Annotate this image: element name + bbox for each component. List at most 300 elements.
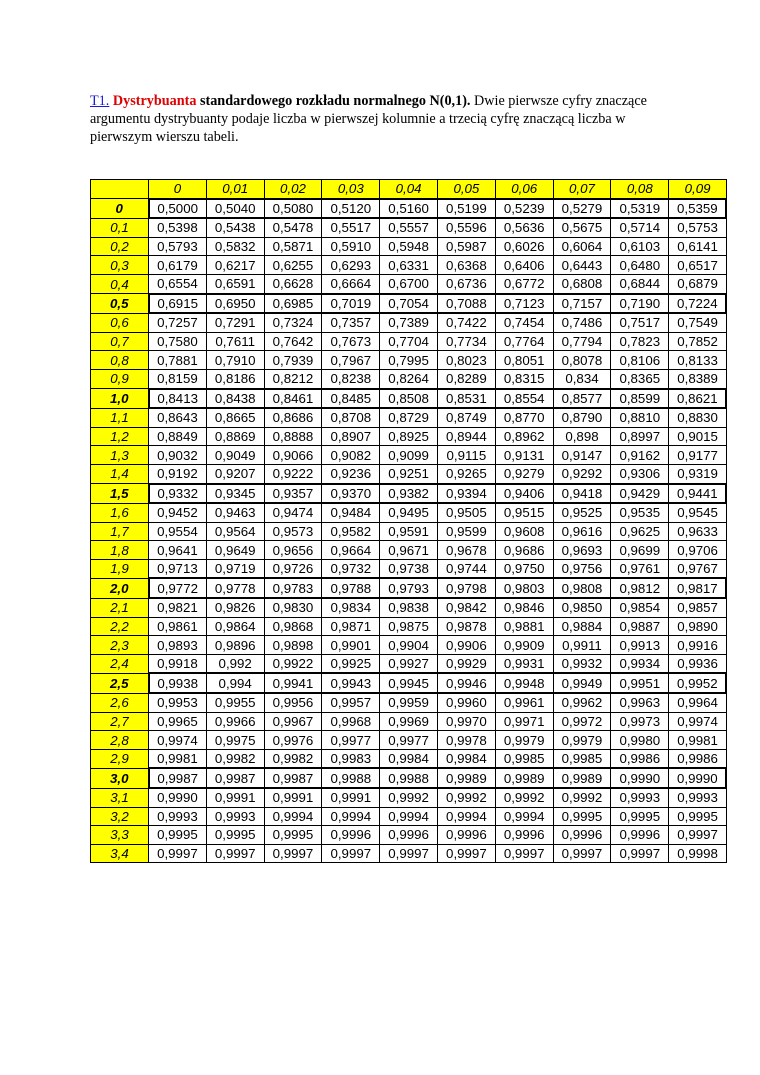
table-cell: 0,9949 (553, 673, 611, 693)
table-cell: 0,8264 (380, 369, 438, 388)
row-header: 3,1 (91, 788, 149, 807)
table-row (91, 351, 727, 370)
table-cell: 0,5948 (380, 237, 438, 256)
table-cell: 0,898 (553, 427, 611, 446)
table-cell: 0,7019 (322, 294, 380, 314)
table-cell: 0,9474 (264, 503, 322, 522)
table-cell: 0,9279 (495, 464, 553, 483)
table-cell: 0,9945 (380, 673, 438, 693)
table-row (91, 237, 727, 256)
col-header: 0,09 (669, 180, 727, 199)
table-cell: 0,9713 (149, 559, 207, 578)
table-cell: 0,9909 (495, 636, 553, 655)
table-cell: 0,6950 (206, 294, 264, 314)
table-cell: 0,5080 (264, 199, 322, 219)
table-cell: 0,992 (206, 654, 264, 673)
table-cell: 0,7642 (264, 332, 322, 351)
table-cell: 0,9699 (611, 541, 669, 560)
table-cell: 0,9625 (611, 522, 669, 541)
table-cell: 0,7995 (380, 351, 438, 370)
table-cell: 0,8438 (206, 389, 264, 409)
table-cell: 0,9993 (206, 807, 264, 826)
table-cell: 0,7881 (149, 351, 207, 370)
row-header: 0,6 (91, 313, 149, 332)
table-cell: 0,9177 (669, 446, 727, 465)
table-cell: 0,5000 (149, 199, 207, 219)
table-cell: 0,9251 (380, 464, 438, 483)
table-row (91, 408, 727, 427)
table-cell: 0,6985 (264, 294, 322, 314)
table-row (91, 522, 727, 541)
table-cell: 0,6064 (553, 237, 611, 256)
col-header: 0,04 (380, 180, 438, 199)
table-cell: 0,9996 (611, 826, 669, 845)
table-cell: 0,5438 (206, 218, 264, 237)
table-cell: 0,9988 (322, 768, 380, 788)
table-cell: 0,9959 (380, 693, 438, 712)
row-header: 2,3 (91, 636, 149, 655)
table-cell: 0,9370 (322, 484, 380, 504)
table-cell: 0,9936 (669, 654, 727, 673)
table-cell: 0,9693 (553, 541, 611, 560)
table-cell: 0,6844 (611, 274, 669, 293)
row-header: 1,9 (91, 559, 149, 578)
table-cell: 0,9997 (611, 844, 669, 863)
table-cell: 0,7580 (149, 332, 207, 351)
col-header: 0 (149, 180, 207, 199)
table-cell: 0,9463 (206, 503, 264, 522)
table-cell: 0,9962 (553, 693, 611, 712)
table-cell: 0,5557 (380, 218, 438, 237)
table-cell: 0,8849 (149, 427, 207, 446)
table-cell: 0,5636 (495, 218, 553, 237)
table-row (91, 541, 727, 560)
row-header: 0,2 (91, 237, 149, 256)
table-cell: 0,6591 (206, 274, 264, 293)
table-cell: 0,9394 (437, 484, 495, 504)
table-cell: 0,9925 (322, 654, 380, 673)
table-cell: 0,9207 (206, 464, 264, 483)
table-cell: 0,9890 (669, 617, 727, 636)
table-cell: 0,9099 (380, 446, 438, 465)
table-cell: 0,9881 (495, 617, 553, 636)
table-cell: 0,9991 (206, 788, 264, 807)
table-cell: 0,6179 (149, 256, 207, 275)
table-cell: 0,9591 (380, 522, 438, 541)
table-cell: 0,5517 (322, 218, 380, 237)
table-cell: 0,7291 (206, 313, 264, 332)
table-cell: 0,9887 (611, 617, 669, 636)
table-cell: 0,9957 (322, 693, 380, 712)
table-cell: 0,7190 (611, 294, 669, 314)
table-cell: 0,9854 (611, 598, 669, 617)
table-row (91, 427, 727, 446)
table-cell: 0,9871 (322, 617, 380, 636)
row-header: 2,6 (91, 693, 149, 712)
table-cell: 0,9656 (264, 541, 322, 560)
row-header: 0,1 (91, 218, 149, 237)
table-cell: 0,8485 (322, 389, 380, 409)
table-cell: 0,9429 (611, 484, 669, 504)
table-cell: 0,9982 (264, 749, 322, 768)
row-header: 2,1 (91, 598, 149, 617)
table-cell: 0,9970 (437, 712, 495, 731)
table-cell: 0,9599 (437, 522, 495, 541)
table-cell: 0,8051 (495, 351, 553, 370)
table-cell: 0,9984 (380, 749, 438, 768)
table-cell: 0,9793 (380, 578, 438, 598)
table-cell: 0,9996 (553, 826, 611, 845)
table-cell: 0,9963 (611, 693, 669, 712)
table-cell: 0,8238 (322, 369, 380, 388)
table-cell: 0,5910 (322, 237, 380, 256)
table-cell: 0,9973 (611, 712, 669, 731)
table-cell: 0,7324 (264, 313, 322, 332)
table-cell: 0,9994 (380, 807, 438, 826)
col-header: 0,08 (611, 180, 669, 199)
intro-bold-title: standardowego rozkładu normalnego N(0,1). (199, 93, 471, 109)
table-cell: 0,8810 (611, 408, 669, 427)
table-cell: 0,9857 (669, 598, 727, 617)
table-cell: 0,9985 (553, 749, 611, 768)
table-cell: 0,9842 (437, 598, 495, 617)
table-cell: 0,9931 (495, 654, 553, 673)
table-cell: 0,9997 (553, 844, 611, 863)
table-cell: 0,8621 (669, 389, 727, 409)
table-cell: 0,8599 (611, 389, 669, 409)
table-cell: 0,9222 (264, 464, 322, 483)
table-cell: 0,9941 (264, 673, 322, 693)
table-cell: 0,9989 (437, 768, 495, 788)
table-row (91, 578, 727, 598)
col-header: 0,05 (437, 180, 495, 199)
table-cell: 0,8365 (611, 369, 669, 388)
col-header: 0,06 (495, 180, 553, 199)
table-cell: 0,7794 (553, 332, 611, 351)
table-cell: 0,7734 (437, 332, 495, 351)
table-cell: 0,7549 (669, 313, 727, 332)
col-header: 0,02 (264, 180, 322, 199)
table-cell: 0,9783 (264, 578, 322, 598)
table-cell: 0,6808 (553, 274, 611, 293)
table-cell: 0,9929 (437, 654, 495, 673)
table-cell: 0,8962 (495, 427, 553, 446)
table-cell: 0,9994 (264, 807, 322, 826)
table-cell: 0,9686 (495, 541, 553, 560)
table-cell: 0,9788 (322, 578, 380, 598)
table-cell: 0,8708 (322, 408, 380, 427)
table-cell: 0,8997 (611, 427, 669, 446)
table-cell: 0,8413 (149, 389, 207, 409)
table-cell: 0,5199 (437, 199, 495, 219)
table-cell: 0,5120 (322, 199, 380, 219)
table-cell: 0,5319 (611, 199, 669, 219)
table-cell: 0,9901 (322, 636, 380, 655)
table-cell: 0,8888 (264, 427, 322, 446)
table-cell: 0,9918 (149, 654, 207, 673)
table-cell: 0,9893 (149, 636, 207, 655)
row-header: 1,0 (91, 389, 149, 409)
table-cell: 0,7454 (495, 313, 553, 332)
table-cell: 0,9974 (669, 712, 727, 731)
table-cell: 0,8944 (437, 427, 495, 446)
table-cell: 0,9319 (669, 464, 727, 483)
table-cell: 0,9772 (149, 578, 207, 598)
table-cell: 0,9838 (380, 598, 438, 617)
table-cell: 0,9993 (669, 788, 727, 807)
table-cell: 0,9997 (206, 844, 264, 863)
table-cell: 0,9664 (322, 541, 380, 560)
table-cell: 0,9066 (264, 446, 322, 465)
table-cell: 0,9878 (437, 617, 495, 636)
table-cell: 0,9826 (206, 598, 264, 617)
table-row (91, 332, 727, 351)
table-cell: 0,7257 (149, 313, 207, 332)
table-cell: 0,7939 (264, 351, 322, 370)
table-cell: 0,9981 (669, 731, 727, 750)
table-cell: 0,9964 (669, 693, 727, 712)
table-row (91, 199, 727, 219)
table-cell: 0,9996 (495, 826, 553, 845)
table-cell: 0,9932 (553, 654, 611, 673)
table-cell: 0,9808 (553, 578, 611, 598)
table-cell: 0,8023 (437, 351, 495, 370)
table-cell: 0,9015 (669, 427, 727, 446)
table-cell: 0,9997 (669, 826, 727, 845)
table-cell: 0,9131 (495, 446, 553, 465)
table-row (91, 693, 727, 712)
table-cell: 0,8078 (553, 351, 611, 370)
table-cell: 0,9846 (495, 598, 553, 617)
table-cell: 0,9967 (264, 712, 322, 731)
table-cell: 0,9986 (611, 749, 669, 768)
table-cell: 0,6554 (149, 274, 207, 293)
row-header: 3,2 (91, 807, 149, 826)
table-cell: 0,9986 (669, 749, 727, 768)
col-header: 0,03 (322, 180, 380, 199)
table-cell: 0,9995 (611, 807, 669, 826)
table-cell: 0,9977 (380, 731, 438, 750)
table-cell: 0,8790 (553, 408, 611, 427)
table-cell: 0,6664 (322, 274, 380, 293)
table-cell: 0,7422 (437, 313, 495, 332)
table-cell: 0,7910 (206, 351, 264, 370)
table-cell: 0,7852 (669, 332, 727, 351)
table-cell: 0,9608 (495, 522, 553, 541)
table-cell: 0,9955 (206, 693, 264, 712)
table-cell: 0,9987 (149, 768, 207, 788)
row-header: 2,9 (91, 749, 149, 768)
table-cell: 0,6517 (669, 256, 727, 275)
table-cell: 0,9993 (149, 807, 207, 826)
table-row (91, 731, 727, 750)
table-row (91, 654, 727, 673)
row-header: 0,3 (91, 256, 149, 275)
table-cell: 0,8133 (669, 351, 727, 370)
table-cell: 0,7486 (553, 313, 611, 332)
table-cell: 0,7517 (611, 313, 669, 332)
table-cell: 0,9916 (669, 636, 727, 655)
row-header: 3,3 (91, 826, 149, 845)
table-cell: 0,9767 (669, 559, 727, 578)
table-cell: 0,8729 (380, 408, 438, 427)
table-cell: 0,9798 (437, 578, 495, 598)
table-cell: 0,9484 (322, 503, 380, 522)
col-header: 0,01 (206, 180, 264, 199)
table-row (91, 749, 727, 768)
table-cell: 0,8186 (206, 369, 264, 388)
table-cell: 0,9192 (149, 464, 207, 483)
row-header: 2,7 (91, 712, 149, 731)
table-row (91, 218, 727, 237)
table-cell: 0,9382 (380, 484, 438, 504)
table-cell: 0,6103 (611, 237, 669, 256)
table-cell: 0,9981 (149, 749, 207, 768)
row-header: 1,1 (91, 408, 149, 427)
table-cell: 0,9995 (206, 826, 264, 845)
table-cell: 0,5871 (264, 237, 322, 256)
row-header: 1,5 (91, 484, 149, 504)
table-cell: 0,8554 (495, 389, 553, 409)
table-cell: 0,9732 (322, 559, 380, 578)
table-cell: 0,8643 (149, 408, 207, 427)
table-cell: 0,9997 (149, 844, 207, 863)
table-cell: 0,9265 (437, 464, 495, 483)
table-cell: 0,9582 (322, 522, 380, 541)
table-cell: 0,9990 (149, 788, 207, 807)
table-cell: 0,9988 (380, 768, 438, 788)
table-cell: 0,9306 (611, 464, 669, 483)
table-cell: 0,9850 (553, 598, 611, 617)
table-cell: 0,5987 (437, 237, 495, 256)
table-cell: 0,7823 (611, 332, 669, 351)
table-cell: 0,9976 (264, 731, 322, 750)
table-cell: 0,6217 (206, 256, 264, 275)
table-corner (91, 180, 149, 199)
table-cell: 0,9992 (380, 788, 438, 807)
table-cell: 0,6443 (553, 256, 611, 275)
table-cell: 0,9951 (611, 673, 669, 693)
table-cell: 0,9633 (669, 522, 727, 541)
table-cell: 0,7224 (669, 294, 727, 314)
row-header: 0 (91, 199, 149, 219)
table-cell: 0,9719 (206, 559, 264, 578)
table-cell: 0,9671 (380, 541, 438, 560)
table-cell: 0,9995 (264, 826, 322, 845)
table-cell: 0,9744 (437, 559, 495, 578)
table-cell: 0,8289 (437, 369, 495, 388)
table-cell: 0,9984 (437, 749, 495, 768)
table-row (91, 256, 727, 275)
row-header: 1,3 (91, 446, 149, 465)
row-header: 1,7 (91, 522, 149, 541)
table-cell: 0,9934 (611, 654, 669, 673)
table-cell: 0,6255 (264, 256, 322, 275)
intro-paragraph (90, 92, 680, 146)
table-cell: 0,9898 (264, 636, 322, 655)
table-cell: 0,5478 (264, 218, 322, 237)
table-cell: 0,6141 (669, 237, 727, 256)
table-cell: 0,9913 (611, 636, 669, 655)
table-row (91, 559, 727, 578)
table-cell: 0,9418 (553, 484, 611, 504)
table-row (91, 503, 727, 522)
table-cell: 0,9969 (380, 712, 438, 731)
table-cell: 0,9994 (322, 807, 380, 826)
table-cell: 0,7764 (495, 332, 553, 351)
table-cell: 0,9953 (149, 693, 207, 712)
table-row (91, 274, 727, 293)
table-cell: 0,8665 (206, 408, 264, 427)
table-cell: 0,9977 (322, 731, 380, 750)
table-cell: 0,9992 (495, 788, 553, 807)
table-cell: 0,9985 (495, 749, 553, 768)
table-cell: 0,9995 (553, 807, 611, 826)
row-header: 0,4 (91, 274, 149, 293)
table-cell: 0,6736 (437, 274, 495, 293)
table-row (91, 807, 727, 826)
table-cell: 0,6026 (495, 237, 553, 256)
table-cell: 0,6331 (380, 256, 438, 275)
table-cell: 0,7389 (380, 313, 438, 332)
table-row (91, 768, 727, 788)
table-cell: 0,9978 (437, 731, 495, 750)
table-cell: 0,9965 (149, 712, 207, 731)
table-cell: 0,9864 (206, 617, 264, 636)
table-cell: 0,9750 (495, 559, 553, 578)
table-cell: 0,9987 (264, 768, 322, 788)
table-cell: 0,9994 (437, 807, 495, 826)
table-cell: 0,9995 (669, 807, 727, 826)
table-cell: 0,9946 (437, 673, 495, 693)
table-cell: 0,9979 (495, 731, 553, 750)
table-cell: 0,9147 (553, 446, 611, 465)
table-cell: 0,9495 (380, 503, 438, 522)
table-cell: 0,9357 (264, 484, 322, 504)
table-cell: 0,9861 (149, 617, 207, 636)
table-cell: 0,9983 (322, 749, 380, 768)
table-cell: 0,9535 (611, 503, 669, 522)
table-cell: 0,8106 (611, 351, 669, 370)
table-cell: 0,9564 (206, 522, 264, 541)
table-cell: 0,9991 (264, 788, 322, 807)
table-cell: 0,9678 (437, 541, 495, 560)
table-cell: 0,5675 (553, 218, 611, 237)
table-cell: 0,9989 (553, 768, 611, 788)
row-header: 2,5 (91, 673, 149, 693)
table-cell: 0,9554 (149, 522, 207, 541)
table-cell: 0,9515 (495, 503, 553, 522)
table-cell: 0,9997 (322, 844, 380, 863)
table-cell: 0,6368 (437, 256, 495, 275)
table-cell: 0,5359 (669, 199, 727, 219)
table-cell: 0,9896 (206, 636, 264, 655)
table-cell: 0,6879 (669, 274, 727, 293)
table-cell: 0,9803 (495, 578, 553, 598)
table-cell: 0,8869 (206, 427, 264, 446)
table-row (91, 464, 727, 483)
table-cell: 0,7704 (380, 332, 438, 351)
table-cell: 0,5793 (149, 237, 207, 256)
table-cell: 0,5398 (149, 218, 207, 237)
table-cell: 0,9995 (149, 826, 207, 845)
table-cell: 0,6628 (264, 274, 322, 293)
table-cell: 0,9332 (149, 484, 207, 504)
table-cell: 0,7088 (437, 294, 495, 314)
table-cell: 0,5832 (206, 237, 264, 256)
col-header: 0,07 (553, 180, 611, 199)
table-cell: 0,7673 (322, 332, 380, 351)
